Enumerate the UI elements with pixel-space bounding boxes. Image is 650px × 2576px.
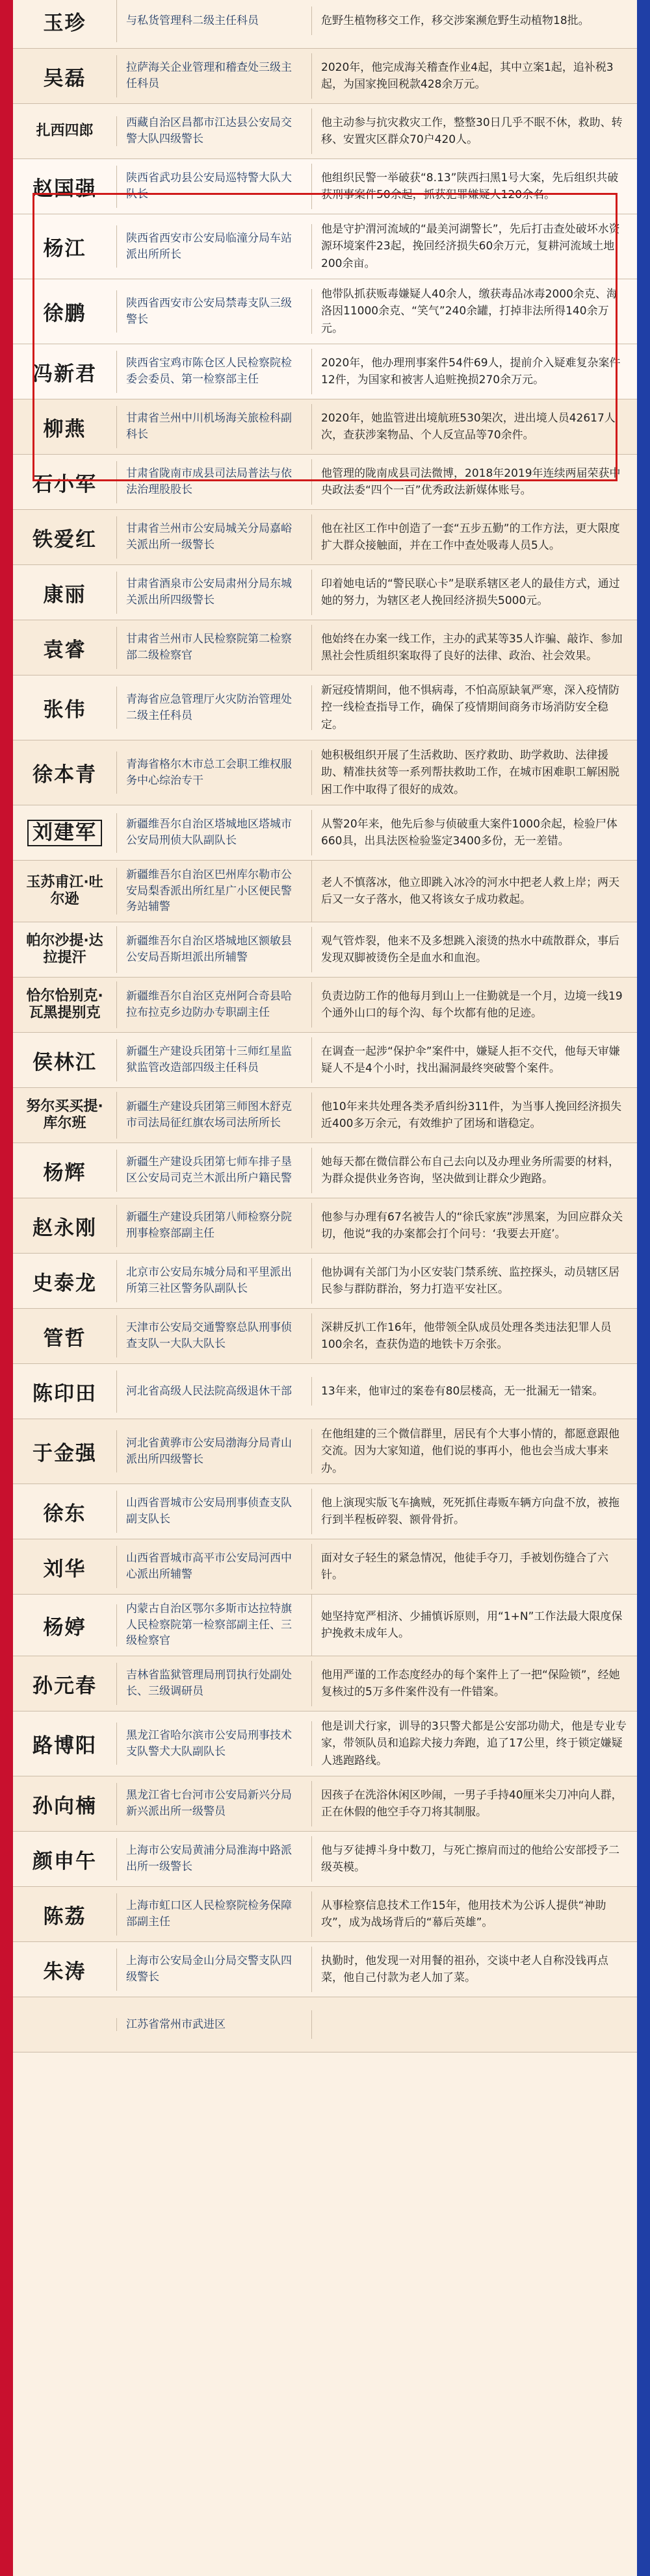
- person-unit: 与私货管理科二级主任科员: [117, 6, 312, 36]
- person-deed: 2020年，他办理刑事案件54件69人，提前介入疑难复杂案件12件，为国家和被害人追赃挽损270余万元。: [321, 356, 621, 387]
- person-unit: 陕西省宝鸡市陈仓区人民检察院检委会委员、第一检察部主任: [117, 349, 312, 394]
- person-deed: 他参与办理有67名被告人的“徐氏家族”涉黑案，为回应群众关切，他说“我的办案都会打个问号：‘我要去开庭’。: [321, 1210, 623, 1241]
- person-name: 陈荔: [13, 1893, 117, 1936]
- person-unit: 陕西省西安市公安局临潼分局车站派出所所长: [117, 224, 312, 269]
- person-name: 徐鹏: [13, 290, 117, 333]
- person-unit: 新疆维吾尔自治区克州阿合奇县哈拉布拉克乡边防办专职副主任: [117, 982, 312, 1027]
- person-deed: 2020年，他完成海关稽查作业4起，其中立案1起，追补税3起，为国家挽回税款428余万元。: [321, 60, 614, 91]
- person-deed: 他主动参与抗灾救灾工作，整整30日几乎不眠不休，救助、转移、安置灾区群众70户420人。: [321, 116, 623, 146]
- person-name: 颜申午: [13, 1838, 117, 1880]
- list-item: [13, 1484, 637, 1539]
- person-unit: 拉萨海关企业管理和稽查处三级主任科员: [117, 53, 312, 98]
- list-item: [13, 1033, 637, 1088]
- person-deed: 他与歹徒搏斗身中数刀，与死亡擦肩而过的他给公安部授予二级英模。: [321, 1843, 619, 1875]
- person-name: 刘建军: [27, 820, 102, 846]
- list-item: [13, 740, 637, 805]
- person-unit: 内蒙古自治区鄂尔多斯市达拉特旗人民检察院第一检察部副主任、三级检察官: [117, 1595, 312, 1656]
- person-deed: 他带队抓获贩毒嫌疑人40余人，缴获毒品冰毒2000余克、海洛因11000余克、“笑气”240余罐，打掉非法所得140余万元。: [321, 288, 618, 335]
- person-name: 冯新君: [13, 351, 117, 393]
- person-deed: 2020年，她监管进出境航班530架次，进出境人员42617人次，查获涉案物品、个人反宣品等70余件。: [321, 411, 616, 442]
- person-unit: 西藏自治区昌都市江达县公安局交警大队四级警长: [117, 108, 312, 153]
- person-name: 玉珍: [13, 0, 117, 42]
- person-name: 袁睿: [13, 627, 117, 669]
- list-item: [13, 1419, 637, 1484]
- list-item: [13, 1776, 637, 1832]
- person-name: 陈印田: [13, 1370, 117, 1413]
- person-deed: 执勤时，他发现一对用餐的祖孙，交谈中老人自称没钱再点菜，他自己付款为老人加了菜。: [321, 1954, 608, 1985]
- person-unit: 吉林省监狱管理局刑罚执行处副处长、三级调研员: [117, 1661, 312, 1706]
- person-name: 孙向楠: [13, 1783, 117, 1825]
- person-unit: 黑龙江省七台河市公安局新兴分局新兴派出所一级警员: [117, 1781, 312, 1826]
- person-name: [13, 2018, 117, 2031]
- person-name: 侯林江: [13, 1039, 117, 1081]
- person-unit: 上海市公安局金山分局交警支队四级警长: [117, 1947, 312, 1991]
- list-item: [13, 214, 637, 279]
- list-item: [13, 1539, 637, 1595]
- person-deed: 13年来，他审过的案卷有80层楼高，无一批漏无一错案。: [321, 1384, 604, 1398]
- honor-list: [13, 0, 637, 2052]
- person-name: 杨辉: [13, 1150, 117, 1192]
- list-item: [13, 399, 637, 455]
- list-item: [13, 922, 637, 978]
- person-name: 徐东: [13, 1491, 117, 1533]
- person-deed: 在调查一起涉“保护伞”案件中，嫌疑人拒不交代，他每天审嫌疑人不是4个小时，找出漏洞最终突破警个案件。: [321, 1044, 620, 1076]
- person-name: 铁爱红: [13, 516, 117, 559]
- person-unit: 上海市虹口区人民检察院检务保障部副主任: [117, 1891, 312, 1936]
- list-item: [13, 1595, 637, 1656]
- list-item: [13, 1887, 637, 1942]
- person-unit: 陕西省武功县公安局巡特警大队大队长: [117, 164, 312, 208]
- person-name: 管哲: [13, 1315, 117, 1357]
- person-deed: 从事检察信息技术工作15年，他用技术为公诉人提供“神助攻”，成为战场背后的“幕后英雄”。: [321, 1899, 606, 1930]
- person-deed: 新冠疫情期间，他不惧病毒，不怕高原缺氧严寒，深入疫情防控一线检查指导工作，确保了疫情期间商务市场消防安全稳定。: [321, 684, 619, 731]
- person-deed: 她积极组织开展了生活救助、医疗救助、助学救助、法律援助、精准扶贫等一系列帮扶救助工作，在城市困难职工解困脱困工作中取得了很好的成效。: [321, 749, 619, 796]
- person-name: 徐本青: [13, 751, 117, 794]
- list-item: [13, 49, 637, 104]
- person-name: 杨婷: [13, 1604, 117, 1647]
- person-unit: 山西省晋城市公安局刑事侦查支队副支队长: [117, 1489, 312, 1534]
- person-name: 扎西四郎: [13, 116, 117, 146]
- person-name: 张伟: [13, 687, 117, 729]
- person-deed: 危野生植物移交工作，移交涉案濒危野生动植物18批。: [321, 14, 590, 27]
- person-unit: 甘肃省兰州市人民检察院第二检察部二级检察官: [117, 625, 312, 670]
- person-name: 赵国强: [13, 166, 117, 208]
- person-name: 孙元春: [13, 1663, 117, 1705]
- person-unit: 陕西省西安市公安局禁毒支队三级警长: [117, 289, 312, 334]
- person-unit: 江苏省常州市武进区: [117, 2010, 312, 2039]
- person-unit: 新疆生产建设兵团第三师图木舒克市司法局征红旗农场司法所所长: [117, 1092, 312, 1137]
- list-item: [13, 861, 637, 922]
- person-unit: 北京市公安局东城分局和平里派出所第三社区警务队副队长: [117, 1258, 312, 1303]
- list-item: [13, 1254, 637, 1309]
- person-deed: 他组织民警一举破获“8.13”陕西扫黑1号大案，先后组织共破获刑事案件50余起，抓获犯罪嫌疑人120余名。: [321, 171, 619, 201]
- person-deed: 他是训犬行家，训导的3只警犬都是公安部功勋犬，他是专业专家，带领队员和追踪犬接力奔跑，追了17公里，终于锁定嫌疑人逃跑路线。: [321, 1720, 627, 1767]
- list-item: [13, 1088, 637, 1143]
- list-item: [13, 978, 637, 1033]
- list-item: [13, 1143, 637, 1198]
- list-item: [13, 1997, 637, 2052]
- person-name: 路博阳: [13, 1723, 117, 1765]
- person-name: 吴磊: [13, 55, 117, 97]
- list-item: [13, 1656, 637, 1711]
- person-deed: 老人不慎落冰，他立即跳入冰冷的河水中把老人救上岸；两天后又一女子落水，他又将该女子成功救起。: [321, 876, 619, 907]
- person-name: 史泰龙: [13, 1260, 117, 1302]
- person-deed: 他协调有关部门为小区安装门禁系统、监控探头，动员辖区居民参与群防群治，努力打造平安社区。: [321, 1265, 619, 1296]
- person-deed: 深耕反扒工作16年，他带领全队成员处理各类违法犯罪人员100余名，查获伪造的地铁卡万余张。: [321, 1320, 612, 1352]
- list-item: [13, 510, 637, 565]
- person-unit: 新疆生产建设兵团第十三师红星监狱监管改造部四级主任科员: [117, 1037, 312, 1082]
- list-item: [13, 1309, 637, 1364]
- person-name: 赵永刚: [13, 1205, 117, 1247]
- list-item: [13, 1364, 637, 1419]
- person-unit: 甘肃省兰州市公安局城关分局嘉峪关派出所一级警长: [117, 514, 312, 559]
- person-name: 于金强: [13, 1430, 117, 1472]
- person-unit: 天津市公安局交通警察总队刑事侦查支队一大队大队长: [117, 1313, 312, 1358]
- person-unit: 山西省晋城市高平市公安局河西中心派出所辅警: [117, 1544, 312, 1589]
- list-item: [13, 159, 637, 214]
- person-name-box: [13, 813, 117, 853]
- list-item: [13, 455, 637, 510]
- person-deed: 他始终在办案一线工作，主办的武某等35人诈骗、敲诈、参加黑社会性质组织案取得了良好的法律、政治、社会效果。: [321, 632, 623, 663]
- person-name: 石小军: [13, 461, 117, 503]
- person-deed: 因孩子在洗浴休闲区吵闹，一男子手持40厘米尖刀冲向人群，正在休假的他空手夺刀将其制服。: [321, 1788, 623, 1819]
- person-deed: 她坚持宽严相济、少捕慎诉原则，用“1+N”工作法最大限度保护挽救未成年人。: [321, 1610, 623, 1641]
- list-item: [13, 0, 637, 49]
- person-name: 朱涛: [13, 1949, 117, 1991]
- person-unit: 甘肃省酒泉市公安局肃州分局东城关派出所四级警长: [117, 570, 312, 614]
- list-item: [13, 1711, 637, 1776]
- person-unit: 甘肃省兰州中川机场海关旅检科副科长: [117, 404, 312, 449]
- person-name: 康丽: [13, 572, 117, 614]
- person-unit: 上海市公安局黄浦分局淮海中路派出所一级警长: [117, 1836, 312, 1881]
- person-unit: 新疆维吾尔自治区巴州库尔勒市公安局梨香派出所红星广小区便民警务站辅警: [117, 861, 312, 922]
- list-item: [13, 676, 637, 740]
- person-deed: 负责边防工作的他每月到山上一住勤就是一个月，边境一线19个通外山口的每个沟、每个坎都有他的足迹。: [321, 989, 623, 1020]
- person-unit: 河北省黄骅市公安局渤海分局青山派出所四级警长: [117, 1429, 312, 1474]
- list-item: [13, 104, 637, 159]
- person-deed: 观气管炸裂，他来不及多想跳入滚烫的热水中疏散群众，事后发现双脚被烫伤全是血水和血泡。: [321, 934, 619, 965]
- list-item: [13, 620, 637, 676]
- person-name: 帕尔沙提·达拉提汗: [13, 926, 117, 974]
- person-unit: 甘肃省陇南市成县司法局普法与依法治理股股长: [117, 459, 312, 504]
- person-deed: 印着她电话的“警民联心卡”是联系辖区老人的最佳方式，通过她的努力，为辖区老人挽回经济损失5000元。: [321, 577, 620, 608]
- person-deed: 他在社区工作中创造了一套“五步五勤”的工作方法，更大限度扩大群众接触面，并在工作中查处吸毒人员5人。: [321, 522, 620, 553]
- person-name: 刘华: [13, 1546, 117, 1588]
- list-item: [13, 565, 637, 620]
- person-unit: 黑龙江省哈尔滨市公安局刑事技术支队警犬大队副队长: [117, 1721, 312, 1766]
- person-name: 努尔买买提·库尔班: [13, 1092, 117, 1139]
- person-unit: 新疆生产建设兵团第八师检察分院刑事检察部副主任: [117, 1203, 312, 1248]
- person-unit: 新疆维吾尔自治区塔城地区额敏县公安局吾斯坦派出所辅警: [117, 927, 312, 972]
- person-name: 杨江: [13, 225, 117, 268]
- honor-list-page: [13, 0, 637, 2576]
- person-unit: 青海省格尔木市总工会职工维权服务中心综治专干: [117, 750, 312, 795]
- person-deed: 他是守护渭河流域的“最美河湖警长”，先后打击查处破坏水资源环境案件23起，挽回经济损失60余万元，复耕河流域土地200余亩。: [321, 223, 620, 270]
- person-deed: 从警20年来，他先后参与侦破重大案件1000余起，检验尸体660具，出具法医检验鉴定3400多份，无一差错。: [321, 817, 618, 848]
- list-item: [13, 1942, 637, 1997]
- list-item: [13, 805, 637, 861]
- person-deed: [312, 2018, 637, 2031]
- list-item: [13, 1832, 637, 1887]
- person-deed: 他10年来共处理各类矛盾纠纷311件，为当事人挽回经济损失近400多万余元，有效维护了团场和谐稳定。: [321, 1100, 622, 1131]
- person-unit: 青海省应急管理厅火灾防治管理处二级主任科员: [117, 685, 312, 730]
- person-deed: 他用严谨的工作态度经办的每个案件上了一把“保险锁”，经她复核过的5万多件案件没有一件错案。: [321, 1668, 620, 1698]
- list-item: [13, 344, 637, 399]
- person-unit: 新疆维吾尔自治区塔城地区塔城市公安局刑侦大队副队长: [117, 810, 312, 855]
- person-deed: 面对女子轻生的紧急情况，他徒手夺刀，手被划伤缝合了六针。: [321, 1551, 608, 1582]
- person-unit: 新疆生产建设兵团第七师车排子垦区公安局司克兰木派出所户籍民警: [117, 1148, 312, 1193]
- person-name: 玉苏甫江·吐尔逊: [13, 868, 117, 915]
- person-deed: 在他组建的三个微信群里，居民有个大事小情的，都愿意跟他交流。因为大家知道，他们说的事再小，他也会当成大事来办。: [321, 1428, 619, 1475]
- person-name: 恰尔恰别克·瓦黑提别克: [13, 981, 117, 1029]
- person-deed: 他上演现实版飞车擒贼，死死抓住毒贩车辆方向盘不放，被拖行到半程板碎裂、额骨骨折。: [321, 1496, 619, 1527]
- person-deed: 他管理的陇南成县司法微博，2018年2019年连续两届荣获中央政法委“四个一百”优秀政法新媒体账号。: [321, 466, 621, 498]
- list-item: [13, 279, 637, 344]
- person-unit: 河北省高级人民法院高级退休干部: [117, 1377, 312, 1406]
- person-name: 柳燕: [13, 406, 117, 448]
- person-deed: 她每天都在微信群公布自己去向以及办理业务所需要的材料，为群众提供业务咨询，坚决做到让群众少跑路。: [321, 1155, 619, 1186]
- list-item: [13, 1198, 637, 1254]
